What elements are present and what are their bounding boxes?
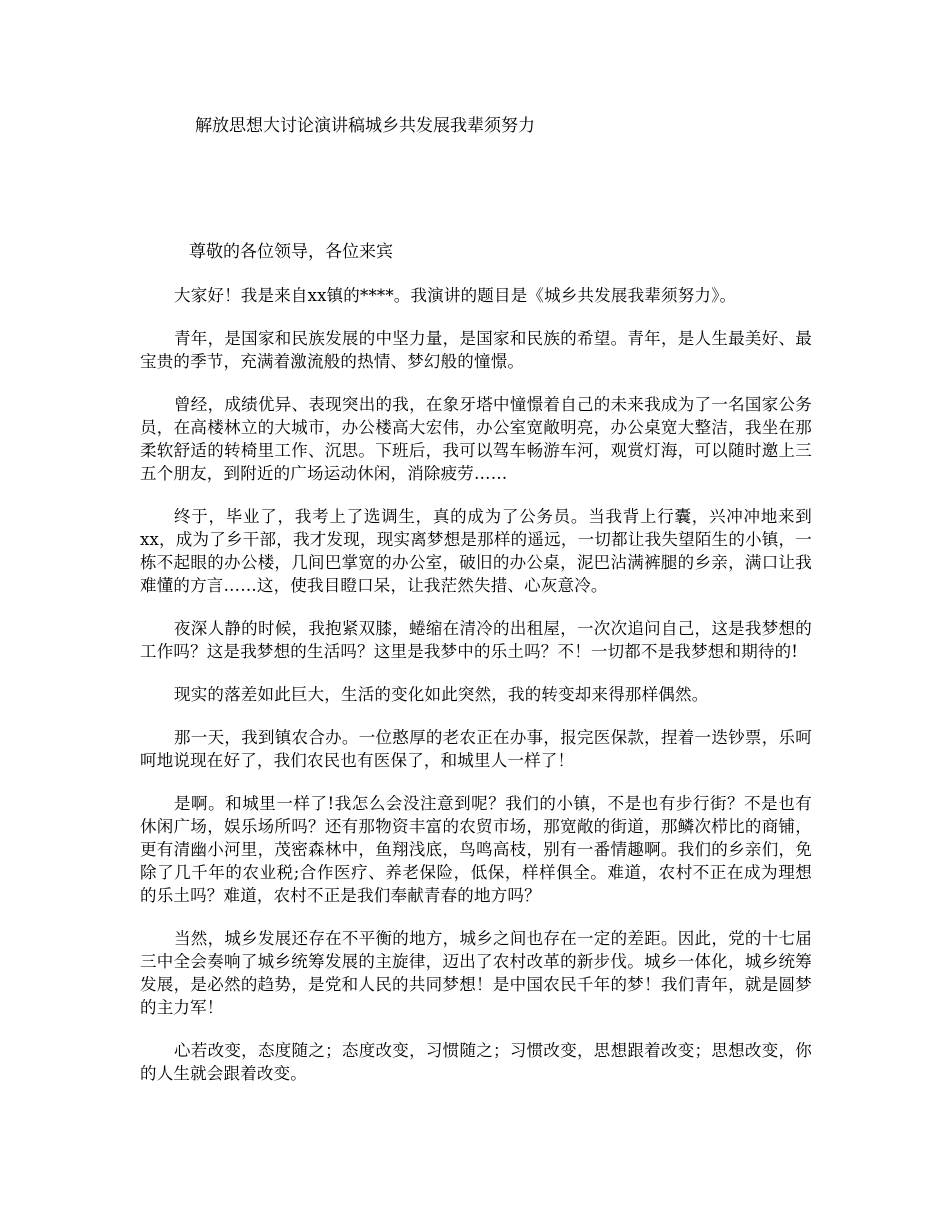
paragraph: 现实的落差如此巨大，生活的变化如此突然，我的转变却来得那样偶然。 <box>174 685 709 704</box>
paragraph: 当然，城乡发展还存在不平衡的地方，城乡之间也存在一定的差距。因此，党的十七届三中全会奏响了城乡统筹发展的主旋律，迈出了农村改革的新步伐。城乡一体化，城乡统筹发展，是必然的趋势，是党和人民的共同梦想！是中国农民千年的梦！我们青年，就是圆梦的主力军！ <box>140 929 812 1017</box>
document-body <box>140 284 812 1105</box>
paragraph: 是啊。和城里一样了!我怎么会没注意到呢？我们的小镇，不是也有步行街？不是也有休闲广场，娱乐场所吗？还有那物资丰富的农贸市场，那宽敞的街道，那鳞次栉比的商铺，更有清幽小河里，茂密森林中，鱼翔浅底，鸟鸣高枝，别有一番情趣啊。我们的乡亲们，免除了几千年的农业税;合作医疗、养老保险，低保，样样俱全。难道，农村不正在成为理想的乐土吗？难道，农村不正是我们奉献青春的地方吗？ <box>140 794 812 905</box>
document-title: 解放思想大讨论演讲稿城乡共发展我辈须努力 <box>195 116 535 136</box>
paragraph: 青年，是国家和民族发展的中坚力量，是国家和民族的希望。青年，是人生最美好、最宝贵的季节，充满着激流般的热情、梦幻般的憧憬。 <box>140 329 812 371</box>
paragraph: 心若改变，态度随之；态度改变，习惯随之；习惯改变，思想跟着改变；思想改变，你的人生就会跟着改变。 <box>140 1041 812 1083</box>
paragraph: 曾经，成绩优异、表现突出的我，在象牙塔中憧憬着自己的未来我成为了一名国家公务员，在高楼林立的大城市，办公楼高大宏伟，办公室宽敞明亮，办公桌宽大整洁，我坐在那柔软舒适的转椅里工作、沉思。下班后，我可以驾车畅游车河，观赏灯海，可以随时邀上三五个朋友，到附近的广场运动休闲，消除疲劳…… <box>140 395 812 483</box>
paragraph: 终于，毕业了，我考上了选调生，真的成为了公务员。当我背上行囊，兴冲冲地来到xx，成为了乡干部，我才发现，现实离梦想是那样的遥远，一切都让我失望陌生的小镇，一栋不起眼的办公楼，几间巴掌宽的办公室，破旧的办公桌，泥巴沾满裤腿的乡亲，满口让我难懂的方言……这，使我目瞪口呆，让我茫然失措、心灰意冷。 <box>140 507 812 595</box>
paragraph: 大家好！我是来自xx镇的****。我演讲的题目是《城乡共发展我辈须努力》。 <box>174 286 737 305</box>
paragraph: 夜深人静的时候，我抱紧双膝，蜷缩在清冷的出租屋，一次次追问自己，这是我梦想的工作吗？这是我梦想的生活吗？这里是我梦中的乐土吗？不！一切都不是我梦想和期待的! <box>140 619 812 661</box>
paragraph: 那一天，我到镇农合办。一位憨厚的老农正在办事，报完医保款，捏着一迭钞票，乐呵呵地说现在好了，我们农民也有医保了，和城里人一样了！ <box>140 728 812 770</box>
salutation: 尊敬的各位领导，各位来宾 <box>189 242 393 262</box>
